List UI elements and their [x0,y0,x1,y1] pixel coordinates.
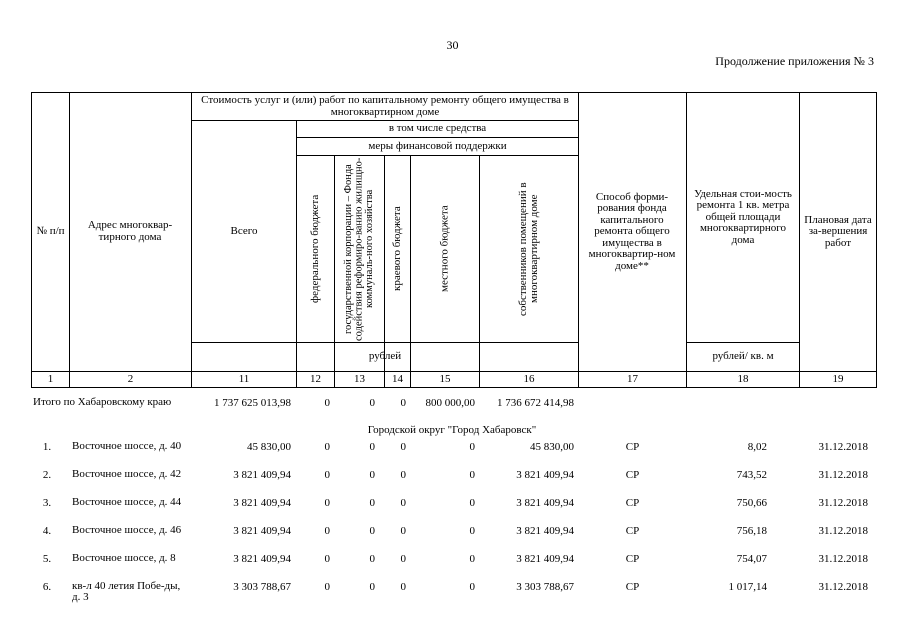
cell-no: 5. [42,553,52,565]
header-support: меры финансовой поддержки [368,139,507,152]
colnum-18: 18 [737,373,749,385]
header-total: Всего [230,224,258,237]
header-specific-cost: Удельная стои-мость ремонта 1 кв. метра общей площади многоквартирного дома [694,187,792,246]
cell-date: 31.12.2018 [818,525,868,537]
cell-no: 4. [42,525,52,537]
cell-fund: 0 [369,581,375,593]
cell-fund: 0 [369,525,375,537]
unit-rub: рублей [368,350,402,363]
total-owners: 1 736 672 414,98 [497,397,574,409]
cell-no: 3. [42,497,52,509]
cell-owners: 3 821 409,94 [516,553,574,565]
cell-local: 0 [469,525,475,537]
total-total: 1 737 625 013,98 [214,397,291,409]
header-federal: федерального бюджета [309,194,321,304]
cell-regional: 0 [400,441,406,453]
colnum-1: 1 [47,373,54,385]
cell-total: 3 303 788,67 [233,581,291,593]
cell-fund: 0 [369,469,375,481]
cell-regional: 0 [400,581,406,593]
colnum-13: 13 [354,373,365,385]
cell-method: СР [625,581,640,593]
cell-federal: 0 [324,525,330,537]
header-planned-date: Плановая дата за-вершения работ [804,213,872,249]
cell-owners: 3 821 409,94 [516,497,574,509]
cell-total: 3 821 409,94 [233,553,291,565]
colnum-16: 16 [523,373,535,385]
cell-address: Восточное шоссе, д. 40 [72,440,182,452]
cell-specific: 8,02 [747,441,767,453]
cell-federal: 0 [324,581,330,593]
cell-federal: 0 [324,497,330,509]
cell-local: 0 [469,553,475,565]
total-fund: 0 [369,397,375,409]
cell-fund: 0 [369,441,375,453]
colnum-11: 11 [238,373,250,385]
cell-owners: 45 830,00 [530,441,574,453]
cell-regional: 0 [400,497,406,509]
cell-address: Восточное шоссе, д. 46 [72,524,182,536]
cell-method: СР [625,553,640,565]
header-address: Адрес многоквар-тирного дома [87,219,173,243]
cell-specific: 754,07 [736,553,767,565]
colnum-19: 19 [832,373,844,385]
cell-fund: 0 [369,497,375,509]
cell-total: 3 821 409,94 [233,469,291,481]
appendix-continuation: Продолжение приложения № 3 [715,54,874,68]
header-regional: краевого бюджета [391,206,403,292]
cell-regional: 0 [400,553,406,565]
header-no: № п/п [36,225,65,238]
cell-no: 2. [42,469,52,481]
cell-local: 0 [469,469,475,481]
cell-date: 31.12.2018 [818,581,868,593]
cell-method: СР [625,525,640,537]
cell-regional: 0 [400,525,406,537]
cell-owners: 3 821 409,94 [516,525,574,537]
cell-specific: 756,18 [736,525,767,537]
cell-local: 0 [469,581,475,593]
cell-method: СР [625,441,640,453]
cell-method: СР [625,469,640,481]
cell-date: 31.12.2018 [818,553,868,565]
cell-local: 0 [469,497,475,509]
cell-specific: 1 017,14 [728,581,767,593]
cell-address: Восточное шоссе, д. 8 [72,552,176,564]
header-owners: собственников помещений в многоквартирном доме [517,182,540,316]
cell-federal: 0 [324,441,330,453]
colnum-12: 12 [310,373,321,385]
header-method: Способ форми-рования фонда капитального ремонта общего имущества в многоквартир-ном доме** [588,190,676,272]
cell-date: 31.12.2018 [818,497,868,509]
cell-fund: 0 [369,553,375,565]
cell-no: 1. [42,441,52,453]
colnum-15: 15 [439,373,451,385]
total-federal: 0 [324,397,330,409]
header-cost-group: Стоимость услуг и (или) работ по капитальному ремонту общего имущества в многоквартирном доме [201,93,569,118]
cell-owners: 3 821 409,94 [516,469,574,481]
unit-rub-per-m2: рублей/ кв. м [712,350,774,363]
header-local: местного бюджета [438,205,451,293]
total-local: 800 000,00 [425,397,475,409]
header-fund: государственной корпорации – Фонда содействия реформиро-ванию жилищно-коммуналь-ного хозяйства [342,157,375,341]
cell-regional: 0 [400,469,406,481]
cell-federal: 0 [324,469,330,481]
cell-specific: 743,52 [736,469,767,481]
colnum-17: 17 [627,373,638,385]
cell-date: 31.12.2018 [818,469,868,481]
total-label: Итого по Хабаровскому краю [33,396,172,408]
cell-address: кв-л 40 летия Побе-ды, д. 3 [72,580,181,603]
cell-total: 45 830,00 [247,441,291,453]
total-regional: 0 [400,397,406,409]
cell-federal: 0 [324,553,330,565]
cell-no: 6. [42,581,52,593]
cell-local: 0 [469,441,475,453]
cell-owners: 3 303 788,67 [516,581,574,593]
section-heading: Городской округ "Город Хабаровск" [367,424,537,436]
cell-method: СР [625,497,640,509]
cell-address: Восточное шоссе, д. 42 [72,468,182,480]
page-number: 30 [446,38,459,52]
cell-address: Восточное шоссе, д. 44 [72,496,182,508]
cell-total: 3 821 409,94 [233,525,291,537]
cell-specific: 750,66 [736,497,767,509]
cell-date: 31.12.2018 [818,441,868,453]
colnum-2: 2 [127,373,134,385]
colnum-14: 14 [392,373,403,385]
header-including: в том числе средства [388,122,487,135]
cell-total: 3 821 409,94 [233,497,291,509]
